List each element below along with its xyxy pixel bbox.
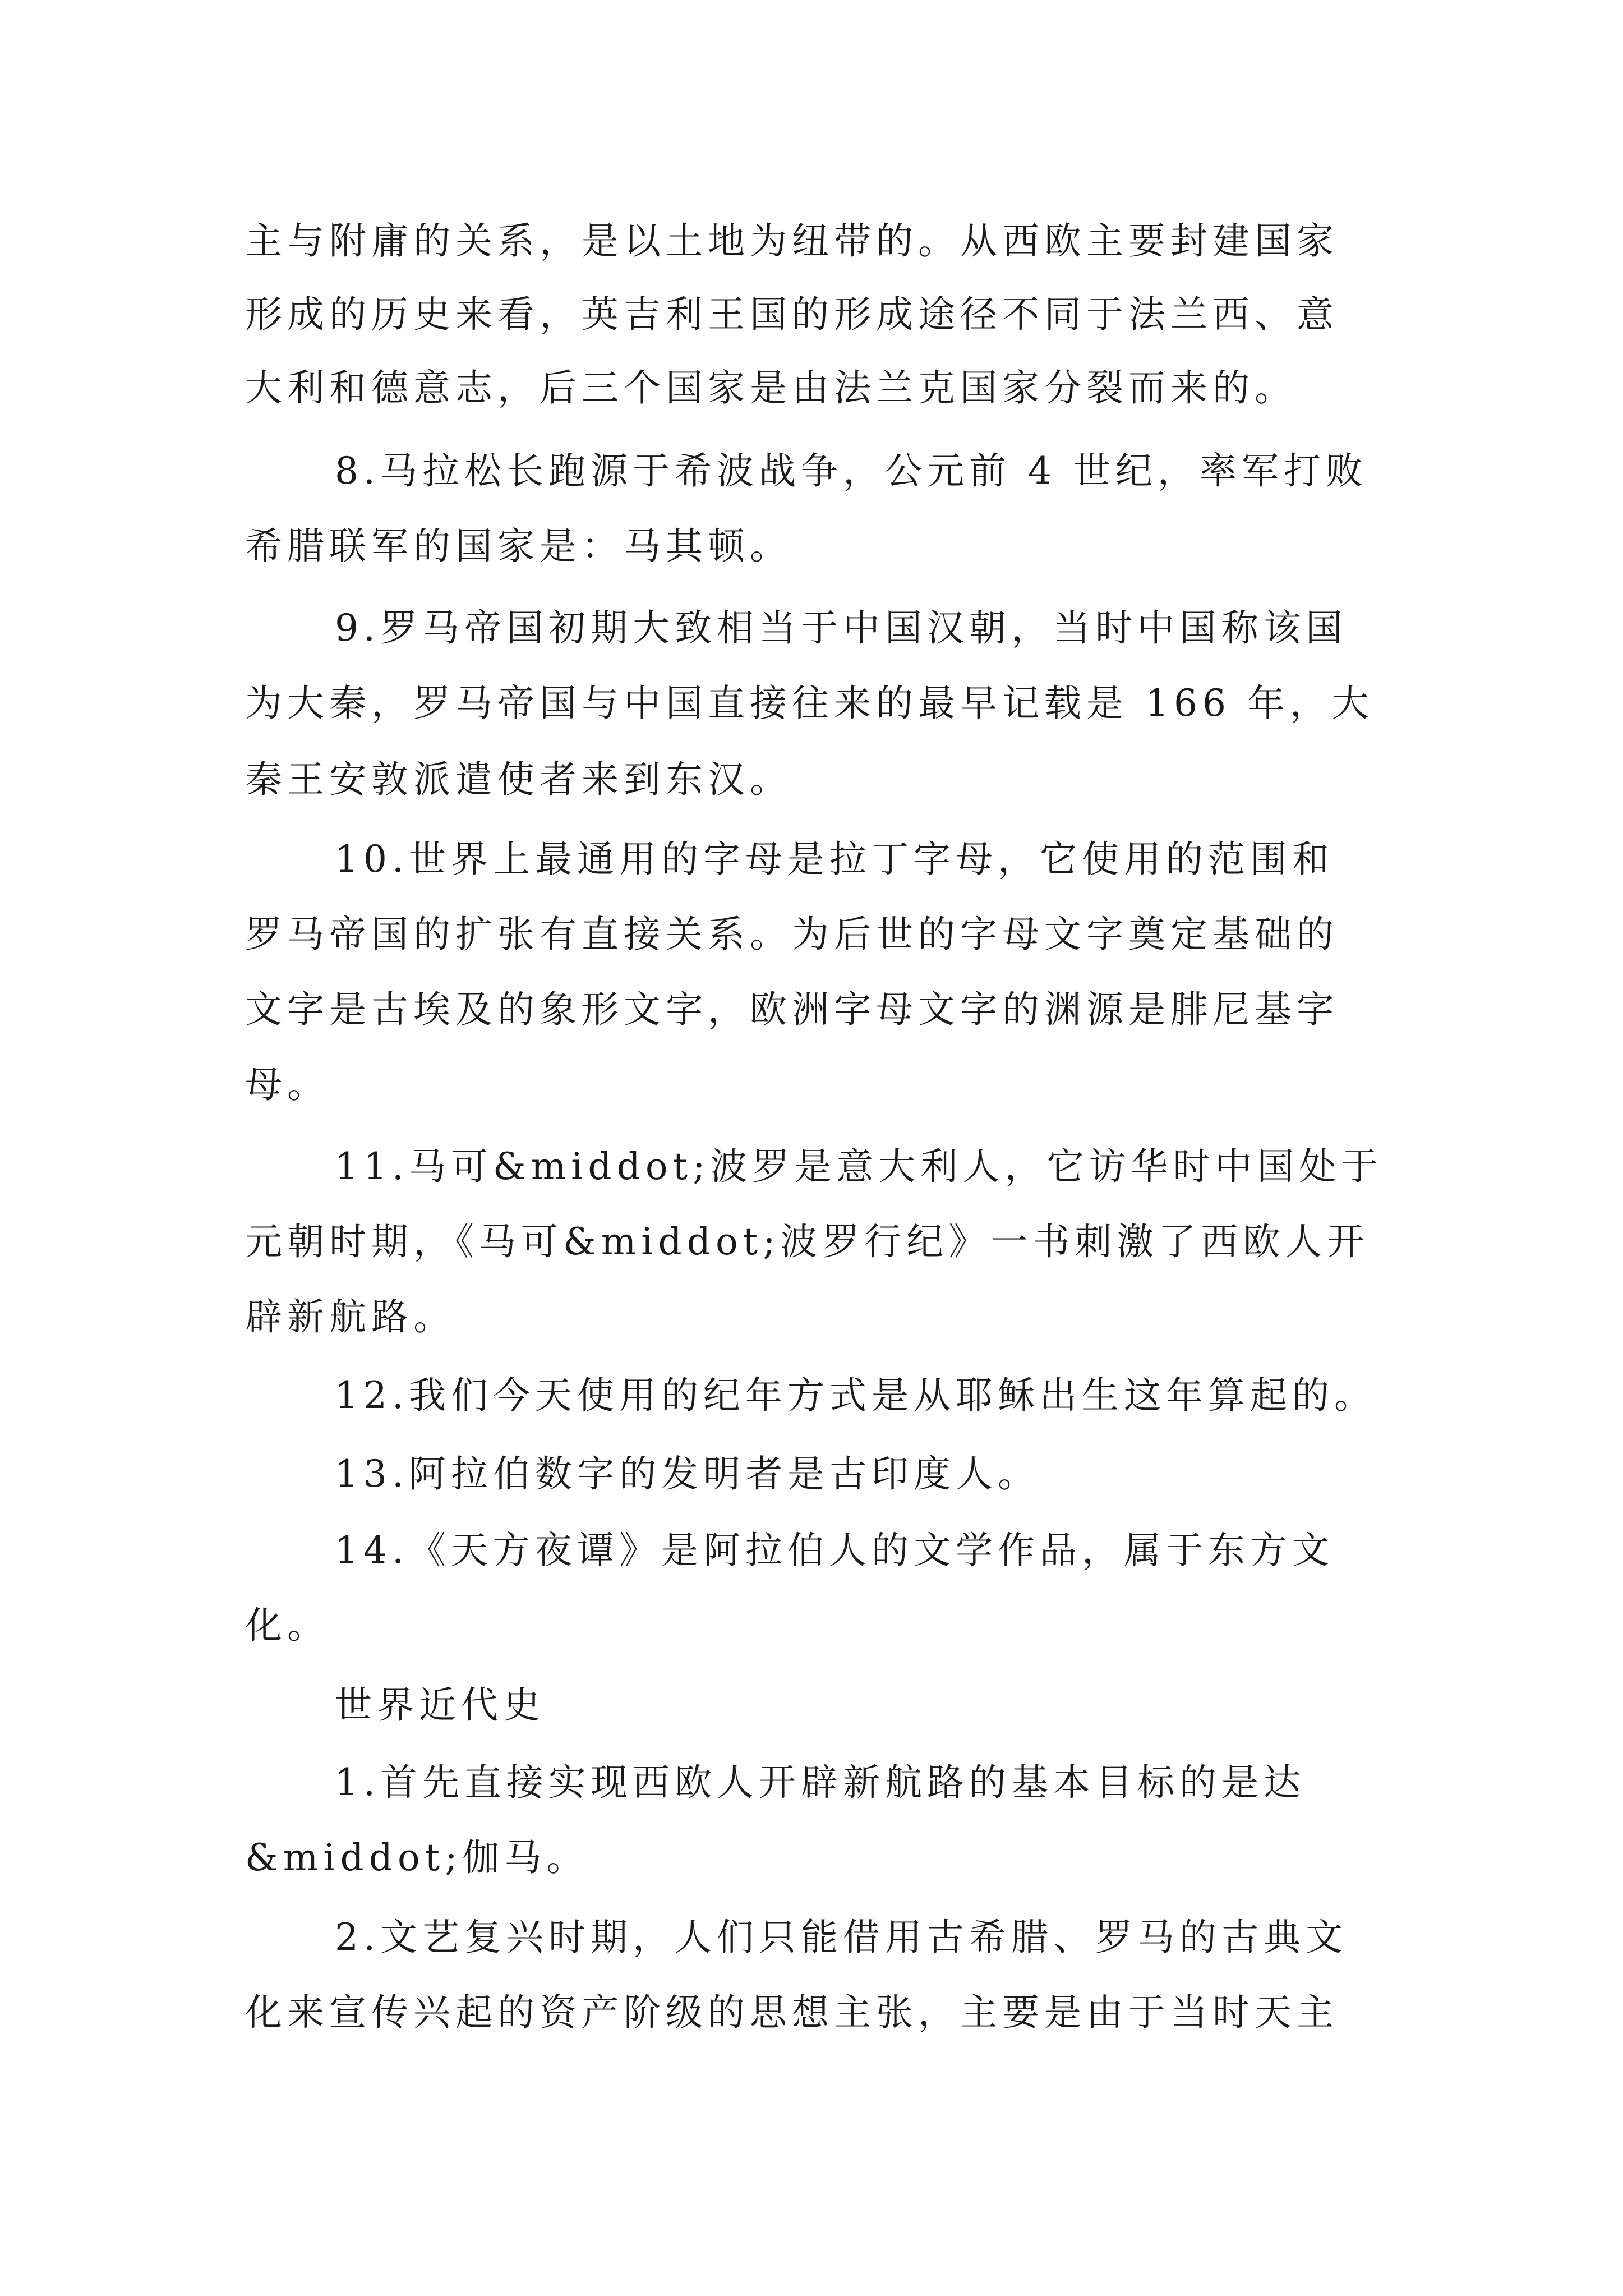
text-line: 形成的历史来看，英吉利王国的形成途径不同于法兰西、意 [245, 293, 1339, 336]
text-line: 11.马可&middot;波罗是意大利人，它访华时中国处于 [335, 1145, 1384, 1188]
text-line: 大利和德意志，后三个国家是由法兰克国家分裂而来的。 [245, 366, 1297, 409]
text-line: 元朝时期，《马可&middot;波罗行纪》一书刺激了西欧人开 [245, 1220, 1370, 1263]
text-line: 主与附庸的关系，是以土地为纽带的。从西欧主要封建国家 [245, 219, 1339, 263]
text-line: 10.世界上最通用的字母是拉丁字母，它使用的范围和 [335, 838, 1334, 881]
text-line: 为大秦，罗马帝国与中国直接往来的最早记载是 166 年，大 [245, 682, 1374, 725]
text-line: 母。 [245, 1063, 329, 1106]
text-line: 9.罗马帝国初期大致相当于中国汉朝，当时中国称该国 [335, 606, 1348, 650]
text-line: 2.文艺复兴时期，人们只能借用古希腊、罗马的古典文 [335, 1916, 1348, 1959]
text-line: 13.阿拉伯数字的发明者是古印度人。 [335, 1452, 1040, 1496]
text-line: 文字是古埃及的象形文字，欧洲字母文字的渊源是腓尼基字 [245, 988, 1339, 1031]
text-line: 8.马拉松长跑源于希波战争，公元前 4 世纪，率军打败 [335, 449, 1368, 493]
text-line: 希腊联军的国家是：马其顿。 [245, 524, 792, 568]
text-line: 秦王安敦派遣使者来到东汉。 [245, 758, 792, 801]
text-line: 14.《天方夜谭》是阿拉伯人的文学作品，属于东方文 [335, 1529, 1334, 1572]
text-line: 辟新航路。 [245, 1295, 455, 1338]
text-line: &middot;伽马。 [245, 1836, 589, 1879]
text-line: 1.首先直接实现西欧人开辟新航路的基本目标的是达 [335, 1761, 1306, 1804]
text-line: 罗马帝国的扩张有直接关系。为后世的字母文字奠定基础的 [245, 913, 1339, 956]
text-line: 化。 [245, 1604, 329, 1647]
text-line: 化来宣传兴起的资产阶级的思想主张，主要是由于当时天主 [245, 1991, 1339, 2034]
text-line: 12.我们今天使用的纪年方式是从耶稣出生这年算起的。 [335, 1374, 1376, 1417]
section-heading: 世界近代史 [335, 1683, 545, 1727]
